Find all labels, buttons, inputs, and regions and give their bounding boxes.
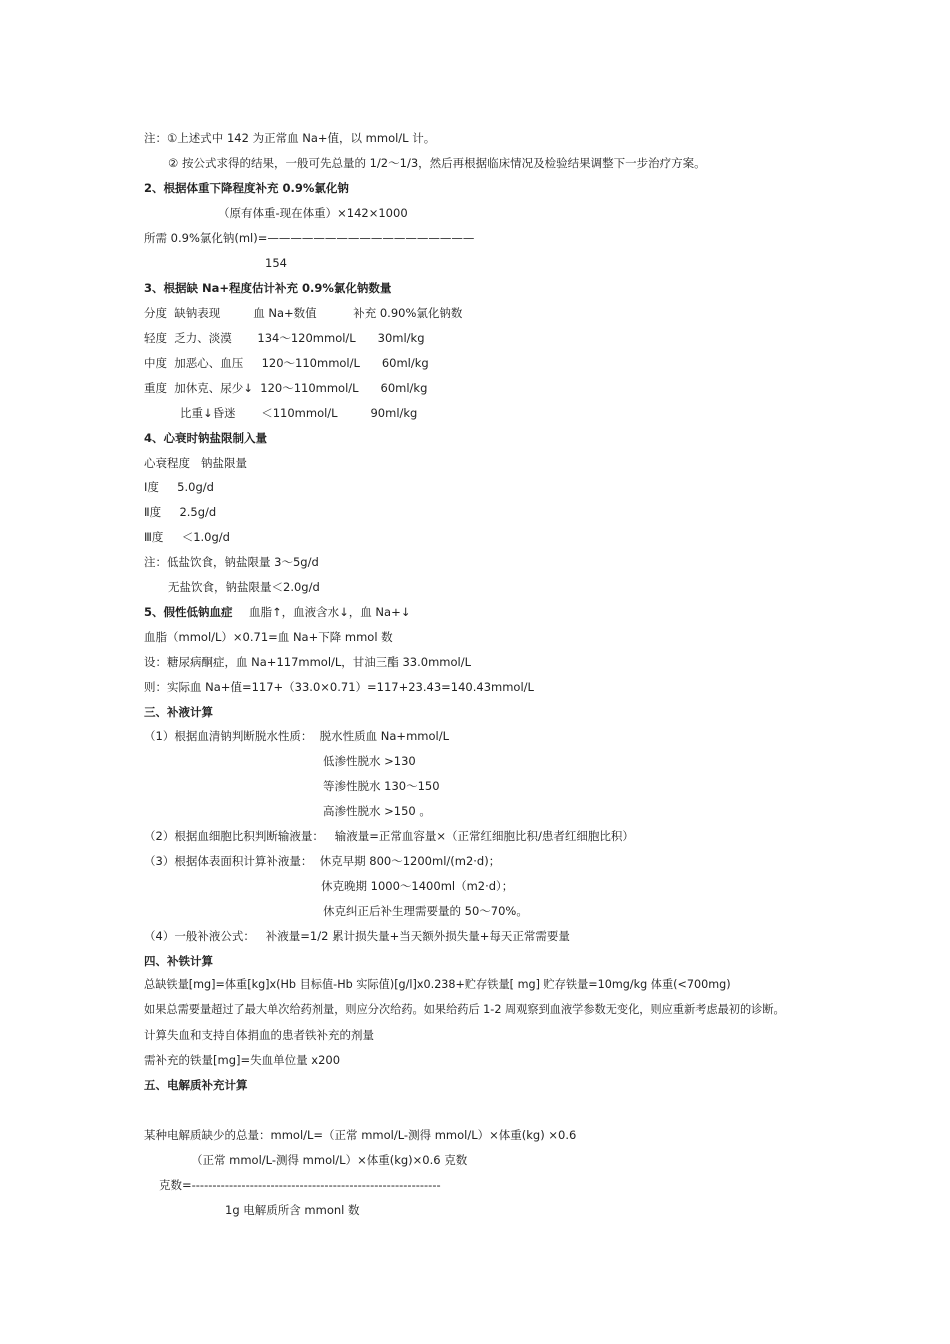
note-line: 注：低盐饮食，钠盐限量 3～5g/d xyxy=(144,555,319,569)
table-row: 轻度 乏力、淡漠 134～120mmol/L 30ml/kg xyxy=(144,331,425,345)
text-line: 血脂（mmol/L）×0.71=血 Na+下降 mmol 数 xyxy=(144,630,393,644)
section-heading: 4、心衰时钠盐限制入量 xyxy=(144,431,268,445)
section-heading: 2、根据体重下降程度补充 0.9%氯化钠 xyxy=(144,181,349,195)
note-line-1: 注：①上述式中 142 为正常血 Na+值，以 mmol/L 计。 xyxy=(144,131,436,145)
list-item: 高渗性脱水 >150 。 xyxy=(323,804,431,818)
list-item: 低渗性脱水 >130 xyxy=(323,754,416,768)
note-line-2: ② 按公式求得的结果，一般可先总量的 1/2～1/3，然后再根据临床情况及检验结果调整下一步治疗方案。 xyxy=(168,156,706,170)
list-item: 等渗性脱水 130～150 xyxy=(323,779,440,793)
text-line: 某种电解质缺少的总量：mmol/L=（正常 mmol/L-测得 mmol/L）×体重(kg) ×0.6 xyxy=(144,1128,577,1142)
table-header: 分度 缺钠表现 血 Na+数值 补充 0.90%氯化钠数 xyxy=(144,306,463,320)
formula-line: 所需 0.9%氯化钠(ml)=—————————————————— xyxy=(144,231,475,245)
text-line: 总缺铁量[mg]=体重[kg]x(Hb 目标值-Hb 实际值)[g/l]x0.238+贮存铁量[ mg] 贮存铁量=10mg/kg 体重(<700mg) xyxy=(144,978,731,991)
text-line: 如果总需要量超过了最大单次给药剂量，则应分次给药。如果给药后 1-2 周观察到血液学参数无变化，则应重新考虑最初的诊断。 xyxy=(144,1003,785,1016)
text-line: 需补充的铁量[mg]=失血单位量 x200 xyxy=(144,1053,341,1067)
section-heading: 四、补铁计算 xyxy=(144,954,213,968)
list-item: 休克纠正后补生理需要量的 50～70%。 xyxy=(323,904,528,918)
text-line: 计算失血和支持自体捐血的患者铁补充的剂量 xyxy=(144,1028,374,1042)
text-line: 设：糖尿病酮症，血 Na+117mmol/L，甘油三酯 33.0mmol/L xyxy=(144,655,471,669)
formula-numerator: （原有体重-现在体重）×142×1000 xyxy=(218,206,408,220)
formula-denominator: 1g 电解质所含 mmonl 数 xyxy=(225,1203,360,1217)
formula-denominator: 154 xyxy=(265,256,287,270)
section-subtext: 血脂↑，血液含水↓，血 Na+↓ xyxy=(249,605,411,619)
section-heading: 5、假性低钠血症 xyxy=(144,605,233,619)
text-line: （4）一般补液公式： 补液量=1/2 累计损失量+当天额外损失量+每天正常需要量 xyxy=(144,929,570,943)
text-line: （2）根据血细胞比积判断输液量： 输液量=正常血容量×（正常红细胞比积/患者红细胞比积） xyxy=(144,829,634,843)
table-row: Ⅰ度 5.0g/d xyxy=(144,480,214,494)
table-row: Ⅱ度 2.5g/d xyxy=(144,505,217,519)
text-line: 则：实际血 Na+值=117+（33.0×0.71）=117+23.43=140.43mmol/L xyxy=(144,680,534,694)
note-line: 无盐饮食，钠盐限量＜2.0g/d xyxy=(168,580,320,594)
text-line: （1）根据血清钠判断脱水性质： 脱水性质血 Na+mmol/L xyxy=(144,729,449,743)
table-row: 比重↓昏迷 ＜110mmol/L 90ml/kg xyxy=(180,406,418,420)
formula-numerator: （正常 mmol/L-测得 mmol/L）×体重(kg)×0.6 克数 xyxy=(191,1153,468,1167)
table-row: 重度 加休克、尿少↓ 120～110mmol/L 60ml/kg xyxy=(144,381,428,395)
text-line: （3）根据体表面积计算补液量： 休克早期 800～1200ml/(m2·d)； xyxy=(144,854,501,868)
section-heading: 3、根据缺 Na+程度估计补充 0.9%氯化钠数量 xyxy=(144,281,392,295)
table-row: 中度 加恶心、血压 120～110mmol/L 60ml/kg xyxy=(144,356,429,370)
section-heading: 三、补液计算 xyxy=(144,705,213,719)
formula-line: 克数=------------------------------------------------------------ xyxy=(159,1178,441,1192)
table-header: 心衰程度 钠盐限量 xyxy=(144,456,247,470)
section-heading: 五、电解质补充计算 xyxy=(144,1078,248,1092)
list-item: 休克晚期 1000～1400ml（m2·d）； xyxy=(321,879,514,893)
table-row: Ⅲ度 ＜1.0g/d xyxy=(144,530,230,544)
